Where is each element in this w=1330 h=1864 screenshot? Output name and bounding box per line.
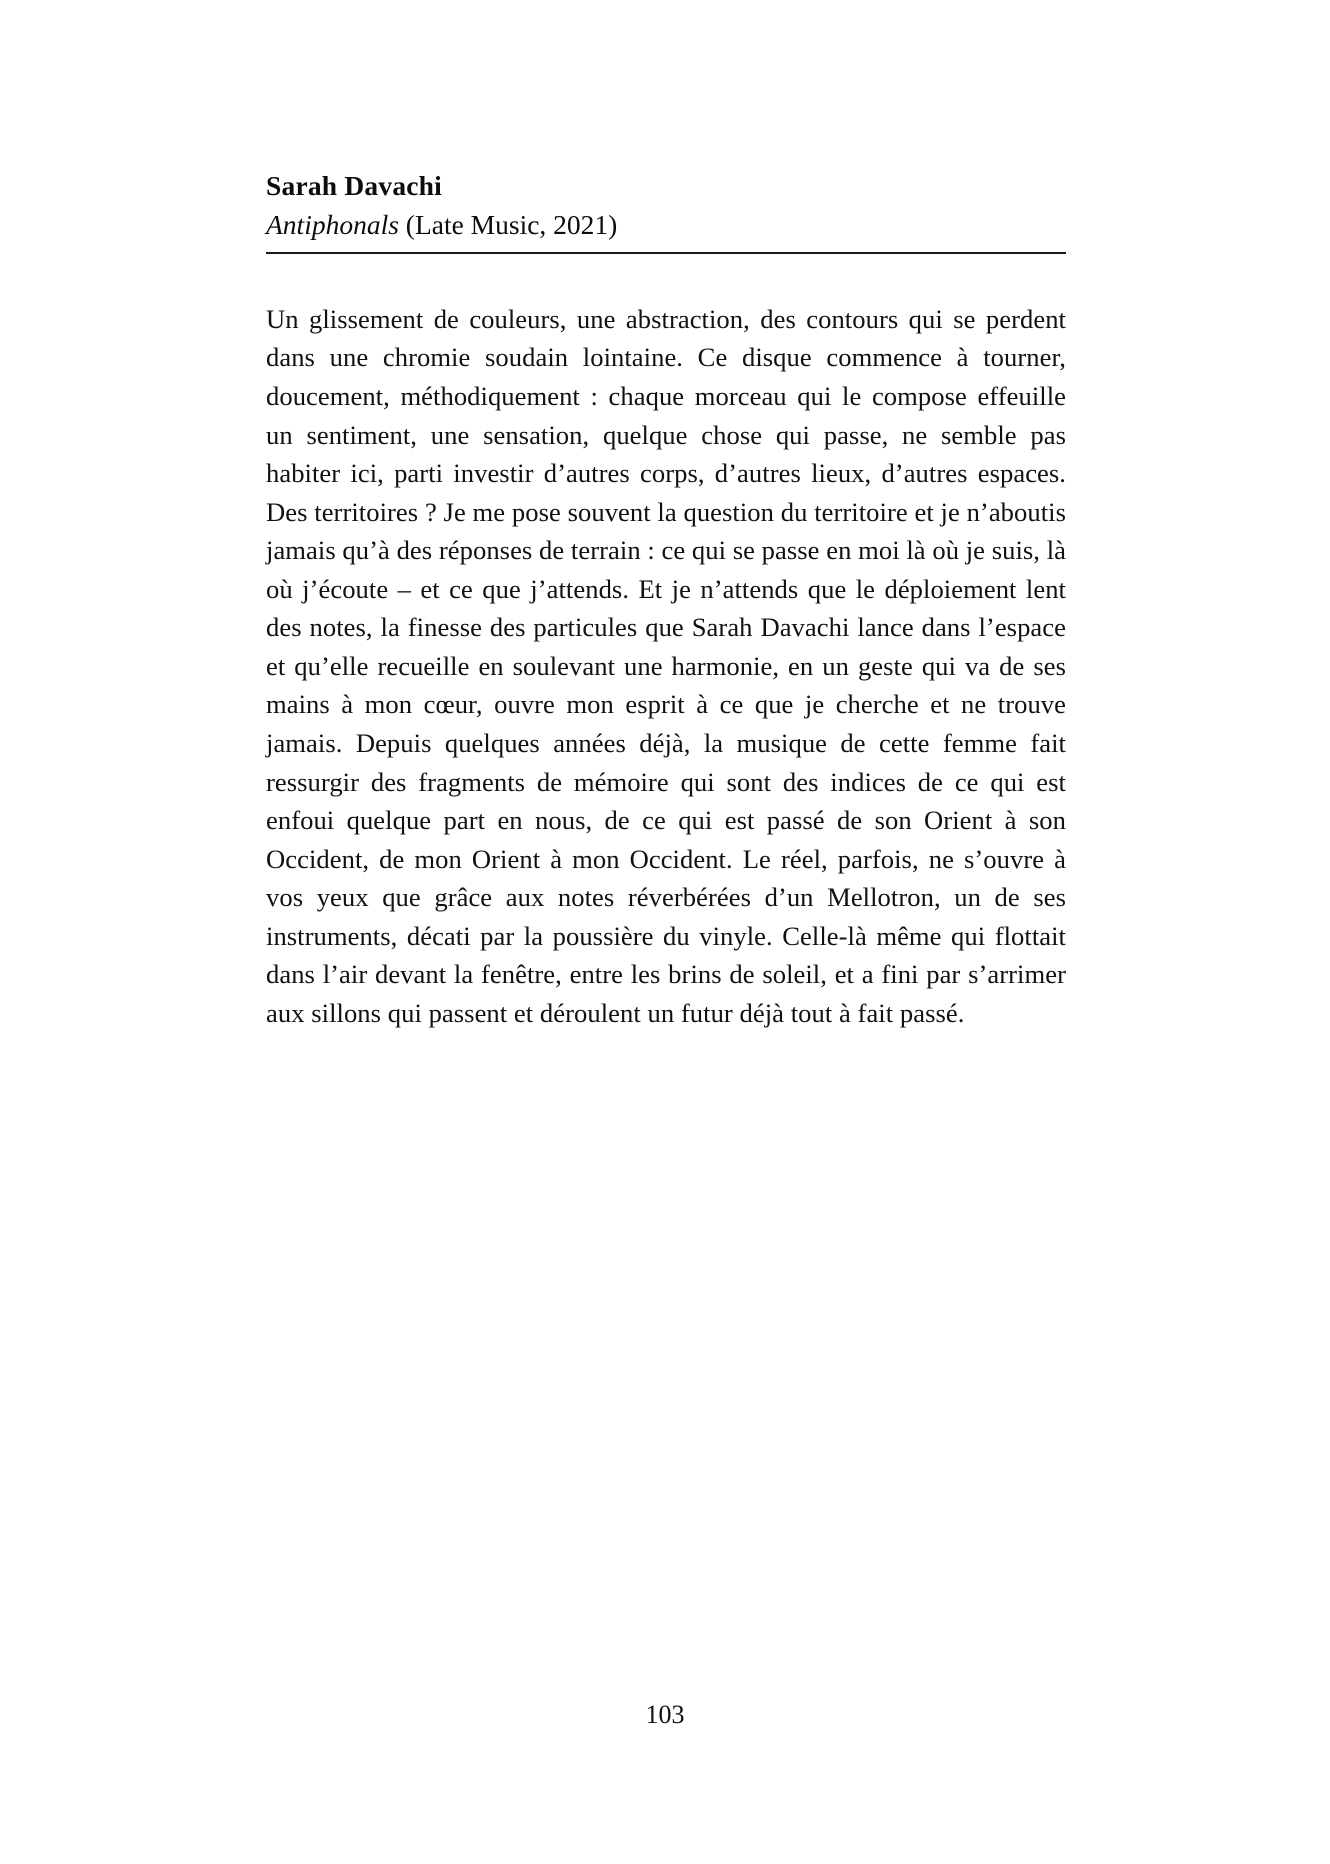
release-title: Antiphonals — [266, 209, 399, 241]
page-content — [266, 168, 1066, 1032]
release-line — [266, 207, 1066, 243]
entry-header — [266, 168, 1066, 254]
page-number: 103 — [645, 1700, 685, 1729]
release-meta: (Late Music, 2021) — [398, 209, 618, 241]
review-paragraph: Un glissement de couleurs, une abstraction, des contours qui se perdent dans une chromie soudain lointaine. Ce disque commence à tourner, doucement, méthodiquement : chaque morceau qui le compose effeuille un sentiment, une sensation, quelque chose qui passe, ne semble pas habiter ici, parti investir d’autres corps, d’autres lieux, d’autres espaces. Des territoires ? Je me pose souvent la question du territoire et je n’aboutis jamais qu’à des réponses de terrain : ce qui se passe en moi là où je suis, là où j’écoute – et ce que j’attends. Et je n’attends que le déploiement lent des notes, la finesse des particules que Sarah Davachi lance dans l’espace et qu’elle recueille en soulevant une harmonie, en un geste qui va de ses mains à mon cœur, ouvre mon esprit à ce que je cherche et ne trouve jamais. Depuis quelques années déjà, la musique de cette femme fait ressurgir des fragments de mémoire qui sont des indices de ce qui est enfoui quelque part en nous, de ce qui est passé de son Orient à son Occident, de mon Orient à mon Occident. Le réel, parfois, ne s’ouvre à vos yeux que grâce aux notes réverbérées d’un Mellotron, un de ses instruments, décati par la poussière du vinyle. Celle-là même qui flottait dans l’air devant la fenêtre, entre les brins de soleil, et a fini par s’arrimer aux sillons qui passent et déroulent un futur déjà tout à fait passé. — [266, 303, 1066, 1028]
artist-name: Sarah Davachi — [266, 170, 443, 201]
header-divider — [266, 252, 1066, 254]
